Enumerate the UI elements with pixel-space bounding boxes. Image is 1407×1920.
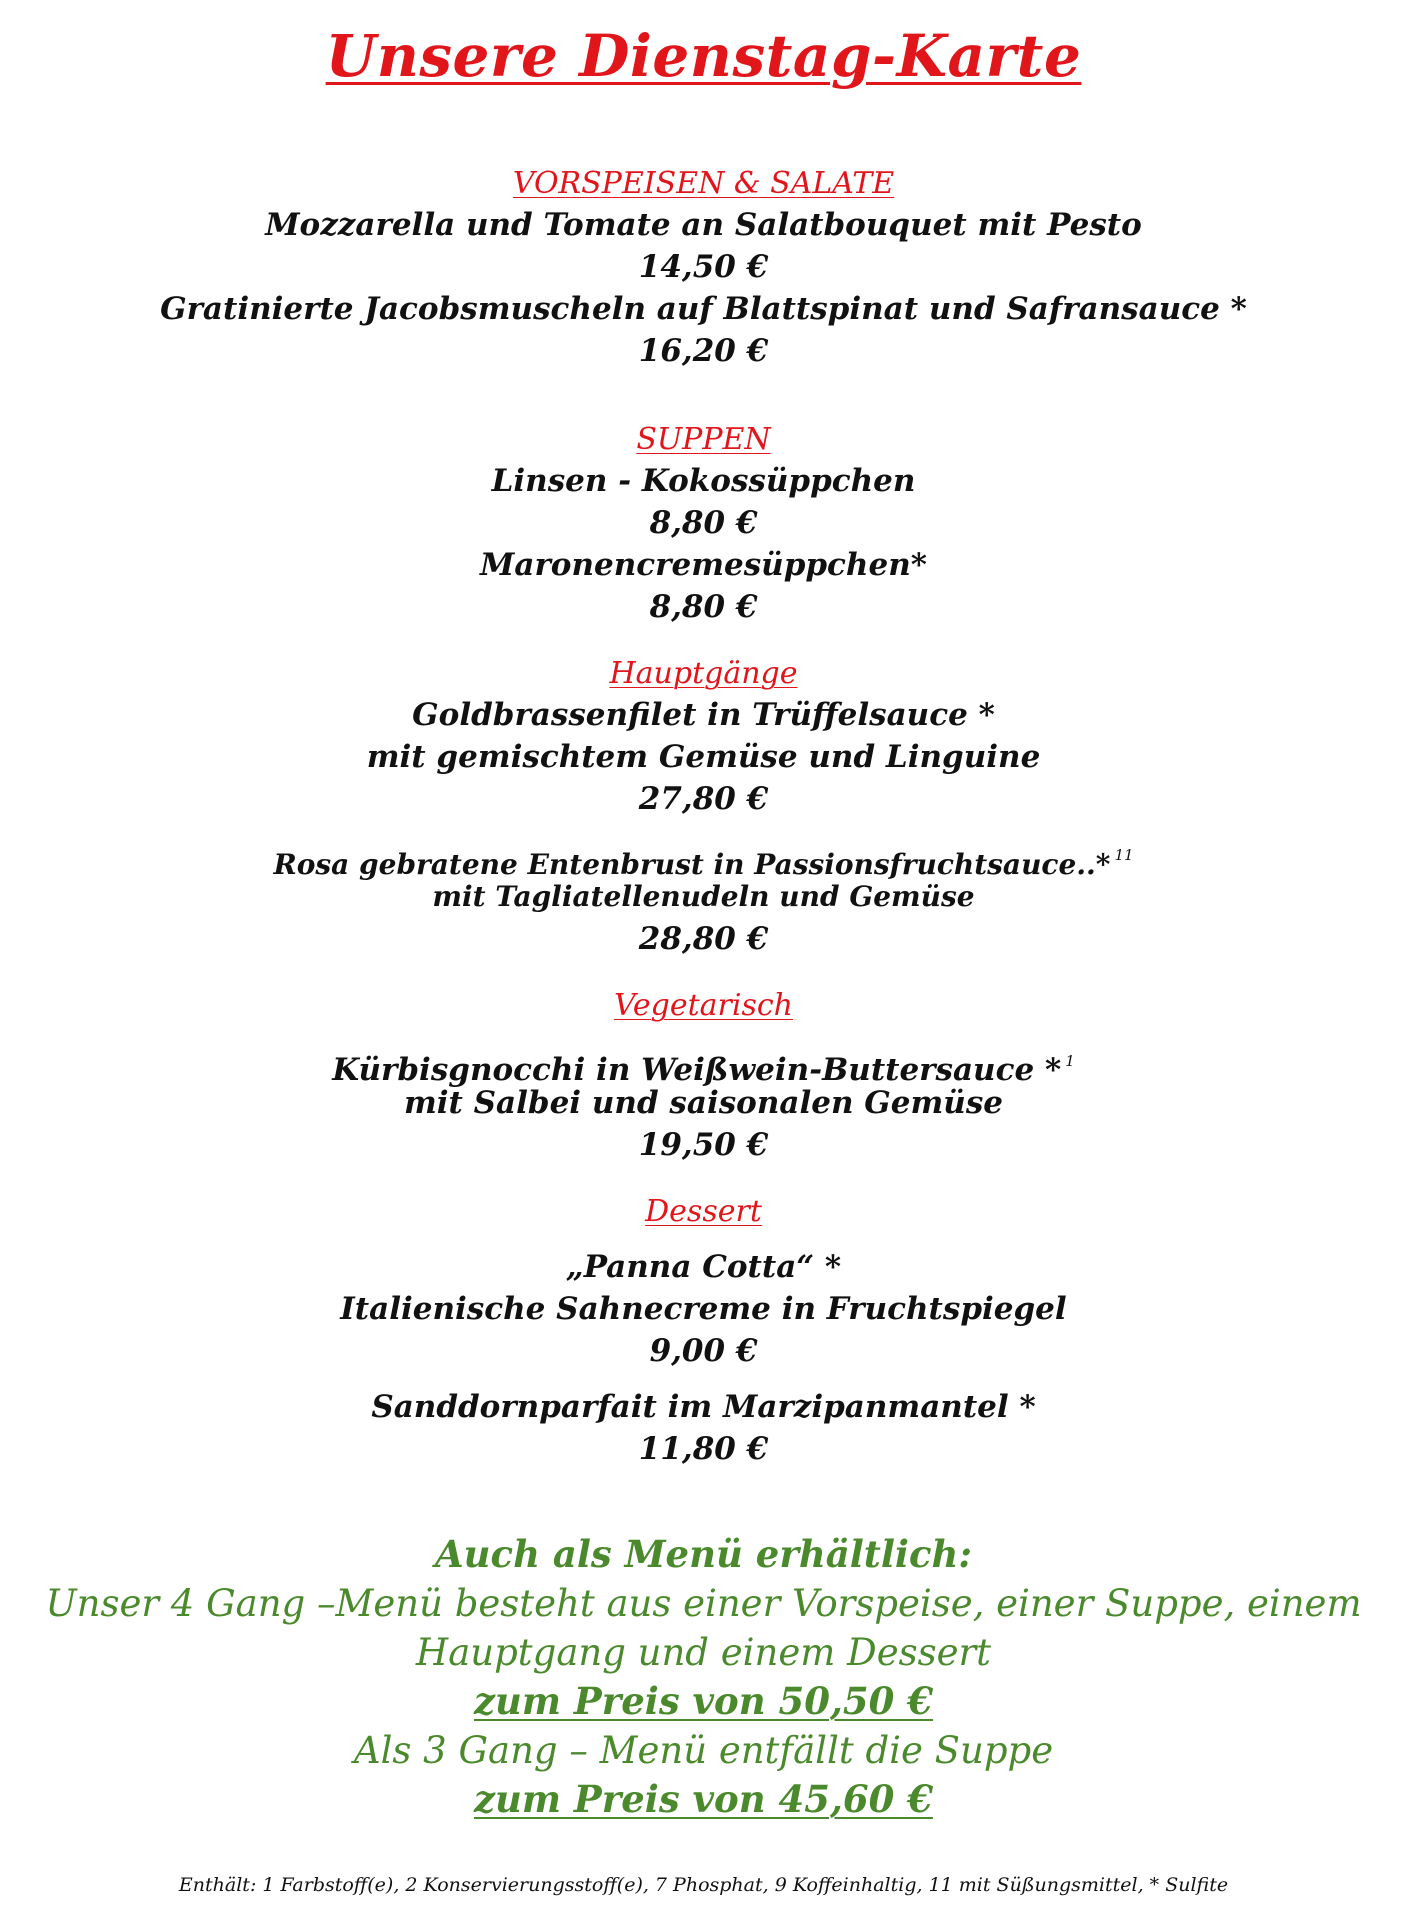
menu-item-price: 8,80 €	[649, 589, 758, 625]
menu-offer-price: zum Preis von 45,60 €	[473, 1777, 933, 1821]
menu-offer-text: Unser 4 Gang –Menü besteht aus einer Vorspeise, einer Suppe, einem	[45, 1582, 1362, 1625]
menu-item-description: Italienische Sahnecreme in Fruchtspiegel	[340, 1291, 1067, 1327]
menu-item-price: 9,00 €	[649, 1333, 758, 1369]
menu-item-name: Linsen - Kokossüppchen	[491, 463, 916, 499]
allergen-note: 1	[1065, 1052, 1075, 1070]
menu-offer-title: Auch als Menü erhältlich:	[434, 1532, 973, 1576]
menu-offer-text: Als 3 Gang – Menü entfällt die Suppe	[353, 1729, 1054, 1772]
menu-item-name	[0, 1040, 1407, 1088]
menu-item-price: 14,50 €	[638, 249, 769, 285]
allergen-note: 11	[1114, 846, 1134, 864]
menu-item-description: mit Tagliatellenudeln und Gemüse	[432, 880, 975, 913]
menu-item-description: mit gemischtem Gemüse und Linguine	[366, 739, 1041, 775]
menu-item-name	[0, 834, 1407, 881]
section-heading-vegetarian: Vegetarisch	[613, 988, 794, 1023]
menu-offer-price: zum Preis von 50,50 €	[473, 1679, 933, 1723]
section-heading-dessert: Dessert	[645, 1194, 762, 1229]
menu-item-name: Mozzarella und Tomate an Salatbouquet mit Pesto	[265, 207, 1142, 243]
page-title: Unsere Dienstag-Karte	[325, 22, 1082, 90]
menu-item-name-text: Rosa gebratene Entenbrust in Passionsfruchtsauce..*	[273, 848, 1111, 881]
menu-item-price: 19,50 €	[638, 1127, 769, 1163]
section-heading-starters: VORSPEISEN & SALATE	[512, 166, 895, 201]
menu-item-name: Gratinierte Jacobsmuscheln auf Blattspinat und Safransauce *	[160, 291, 1247, 327]
section-mains	[0, 654, 1407, 960]
section-heading-soups: SUPPEN	[636, 422, 771, 457]
allergen-footnote: Enthält: 1 Farbstoff(e), 2 Konservierungsstoff(e), 7 Phosphat, 9 Koffeinhaltig, 11 mit Süßungsmittel, * Sulfite	[178, 1874, 1229, 1896]
menu-offer-text: Hauptgang und einem Dessert	[415, 1631, 992, 1674]
menu-item-price: 11,80 €	[638, 1431, 769, 1467]
menu-item-name: Maronencremesüppchen*	[480, 547, 927, 583]
menu-item-price: 28,80 €	[638, 921, 769, 957]
menu-item-price: 8,80 €	[649, 505, 758, 541]
menu-item-name: Sanddornparfait im Marzipanmantel *	[371, 1389, 1036, 1425]
section-dessert	[0, 1192, 1407, 1470]
section-starters	[0, 164, 1407, 372]
menu-item-name: „Panna Cotta“ *	[565, 1249, 842, 1285]
menu-item-description: mit Salbei und saisonalen Gemüse	[403, 1085, 1004, 1121]
menu-offer	[0, 1530, 1407, 1824]
menu-item-price: 27,80 €	[638, 781, 769, 817]
menu-item-name-text: Kürbisgnocchi in Weißwein-Buttersauce *	[332, 1052, 1062, 1088]
section-heading-mains: Hauptgänge	[609, 656, 798, 691]
section-soups	[0, 420, 1407, 628]
menu-item-name: Goldbrassenfilet in Trüffelsauce *	[412, 697, 995, 733]
menu-item-price: 16,20 €	[638, 333, 769, 369]
section-vegetarian	[0, 986, 1407, 1166]
